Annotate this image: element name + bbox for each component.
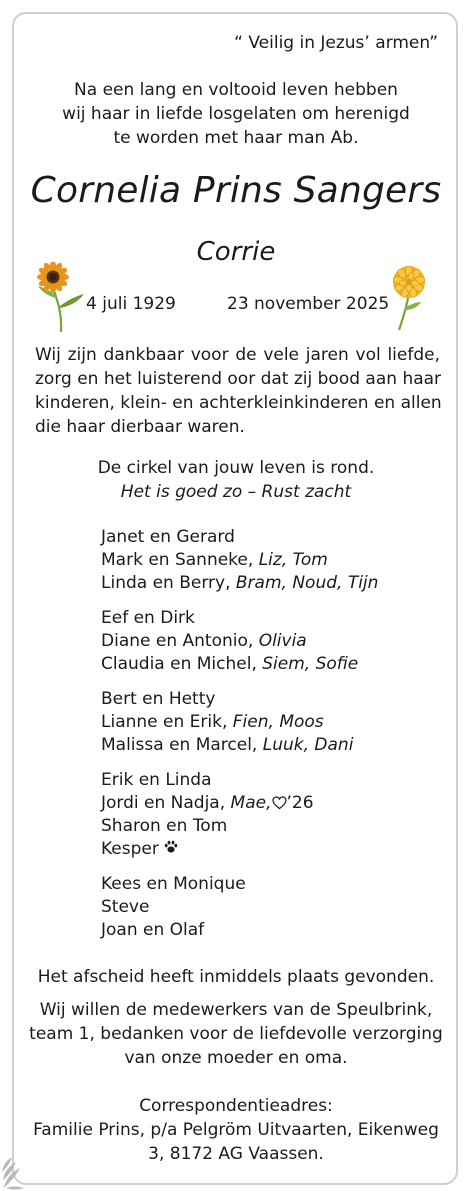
family-line xyxy=(101,572,378,595)
family-children: Liz, Tom xyxy=(258,550,328,570)
intro-line: Na een lang en voltooid leven hebben xyxy=(74,80,398,100)
poem xyxy=(0,456,472,504)
family-line xyxy=(101,607,378,630)
thanks-text xyxy=(0,998,472,1070)
gratitude-line: zorg en het luisterend oor dat zij bood aan haar xyxy=(35,369,442,389)
family-line xyxy=(101,549,378,572)
family-line xyxy=(101,838,378,861)
family-names: Joan en Olaf xyxy=(101,920,205,940)
correspondence-address xyxy=(0,1094,472,1166)
gratitude-line: kinderen, klein- en achterkleinkinderen en allen xyxy=(35,393,442,413)
family-line xyxy=(101,688,378,711)
family-line xyxy=(101,734,378,757)
motto: “ Veilig in Jezus’ armen” xyxy=(234,33,438,53)
thanks-line: van onze moeder en oma. xyxy=(124,1048,348,1068)
intro-text xyxy=(0,78,472,150)
family-line xyxy=(101,769,378,792)
family-line xyxy=(101,526,378,549)
family-line xyxy=(101,653,378,676)
family-names: Mark en Sanneke, xyxy=(101,550,259,570)
poem-line: De cirkel van jouw leven is rond. xyxy=(97,458,375,478)
heart-outline-icon xyxy=(272,796,287,810)
family-names: Malissa en Marcel, xyxy=(101,735,263,755)
birth-date: 4 juli 1929 xyxy=(86,294,176,314)
family-children: Olivia xyxy=(258,631,307,651)
family-names: Steve xyxy=(101,897,150,917)
family-names: Diane en Antonio, xyxy=(101,631,259,651)
family-line xyxy=(101,792,378,815)
gratitude-text xyxy=(35,343,440,439)
family-names: Linda en Berry, xyxy=(101,573,236,593)
family-children: Siem, Sofie xyxy=(262,654,359,674)
sunflower-icon xyxy=(34,262,86,334)
family-names: Claudia en Michel, xyxy=(101,654,263,674)
thanks-line: team 1, bedanken voor de liefdevolle verzorging xyxy=(29,1024,443,1044)
family-line xyxy=(101,711,378,734)
family-names: Eef en Dirk xyxy=(101,608,195,628)
intro-line: te worden met haar man Ab. xyxy=(113,128,359,148)
gratitude-line: die haar dierbaar waren. xyxy=(35,417,245,437)
family-group xyxy=(101,526,378,595)
family-names: Erik en Linda xyxy=(101,770,212,790)
thanks-line: Wij willen de medewerkers van de Speulbrink, xyxy=(39,1000,433,1020)
intro-line: wij haar in liefde losgelaten om herenigd xyxy=(62,104,410,124)
family-group xyxy=(101,688,378,757)
family-line xyxy=(101,630,378,653)
poem-line: Het is goed zo – Rust zacht xyxy=(120,482,352,502)
family-names: Lianne en Erik, xyxy=(101,712,233,732)
family-line xyxy=(101,815,378,838)
deceased-full-name: Cornelia Prins Sangers xyxy=(30,170,442,211)
family-names: Janet en Gerard xyxy=(101,527,235,547)
family-group xyxy=(101,769,378,861)
deceased-nickname: Corrie xyxy=(196,237,276,267)
family-line xyxy=(101,873,378,896)
paw-print-icon xyxy=(164,840,178,854)
family-line xyxy=(101,896,378,919)
yellow-dahlia-icon xyxy=(385,264,431,332)
family-names: Kees en Monique xyxy=(101,874,246,894)
family-children: Luuk, Dani xyxy=(262,735,354,755)
family-names: Sharon en Tom xyxy=(101,816,228,836)
family-children: Bram, Noud, Tijn xyxy=(235,573,379,593)
farewell-note: Het afscheid heeft inmiddels plaats gevonden. xyxy=(37,967,435,987)
death-date: 23 november 2025 xyxy=(227,294,390,314)
correspondence-line: 3, 8172 AG Vaassen. xyxy=(148,1144,324,1164)
correspondence-label: Correspondentieadres: xyxy=(139,1096,333,1116)
family-line xyxy=(101,919,378,942)
family-group xyxy=(101,607,378,676)
year-suffix: ’26 xyxy=(286,793,314,813)
family-names: Bert en Hetty xyxy=(101,689,216,709)
leaf-logo-icon xyxy=(0,1148,30,1190)
gratitude-line: Wij zijn dankbaar voor de vele jaren vol liefde, xyxy=(35,345,440,365)
correspondence-line: Familie Prins, p/a Pelgröm Uitvaarten, Eikenweg xyxy=(33,1120,439,1140)
family-children: Fien, Moos xyxy=(232,712,324,732)
family-list xyxy=(101,526,378,954)
family-group xyxy=(101,873,378,942)
family-names: Jordi en Nadja, xyxy=(101,793,231,813)
family-children: Mae, xyxy=(230,793,272,813)
family-names: Kesper xyxy=(101,839,159,859)
